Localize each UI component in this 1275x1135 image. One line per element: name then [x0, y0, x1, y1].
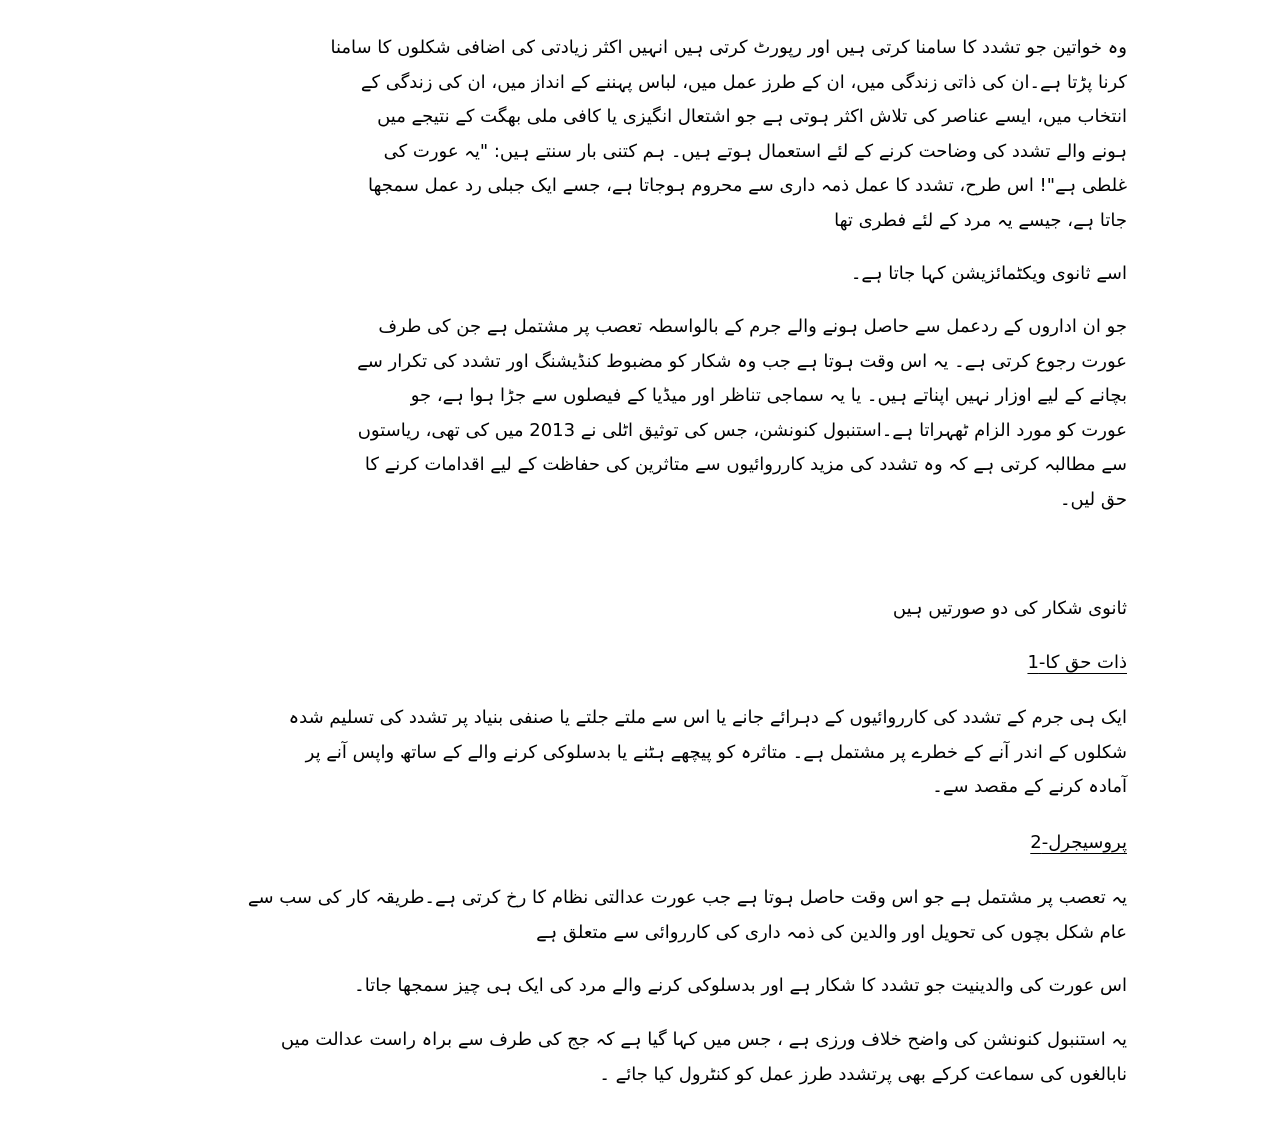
paragraph-line: بچانے کے لیے اوزار نہیں اپناتے ہیں۔ یا یہ سماجی تناظر اور میڈیا کے فیصلوں سے جڑا ہوا ہے، جو: [410, 385, 1127, 406]
paragraph-line: کرنا پڑتا ہے۔ان کی ذاتی زندگی میں، ان کے طرز عمل میں، لباس پہننے کے انداز میں، ان کی زندگی کے: [360, 71, 1127, 93]
paragraph-institutional-bias: [267, 310, 1127, 517]
paragraph-line: سے مطالبہ کرتی ہے کہ وہ تشدد کی مزید کارروائیوں سے متاثرین کی حفاظت کے لیے اقدامات کرنے کا: [364, 454, 1127, 475]
paragraph-parenthood: [167, 969, 1127, 1004]
paragraph-line: اسے ثانوی ویکٹمائزیشن کہا جاتا ہے۔: [850, 263, 1127, 284]
paragraph-line: عام شکل بچوں کی تحویل اور والدین کی ذمہ داری کی کارروائی سے متعلق ہے: [536, 921, 1127, 943]
paragraph-line: آمادہ کرنے کے مقصد سے۔: [932, 776, 1127, 797]
paragraph-line: یہ استنبول کنونشن کی واضح خلاف ورزی ہے ، جس میں کہا گیا ہے کہ جج کی طرف سے براہ راست عدالت میں: [280, 1029, 1127, 1050]
paragraph-line: شکلوں کے اندر آنے کے خطرے پر مشتمل ہے۔ متاثرہ کو پیچھے ہٹنے یا بدسلوکی کرنے والے کے ساتھ واپس آنے پر: [305, 741, 1127, 763]
paragraph-line: نابالغوں کی سماعت کرکے بھی پرتشدد طرز عمل کو کنٹرول کیا جائے ۔: [599, 1063, 1127, 1085]
paragraph-line: جاتا ہے، جیسے یہ مرد کے لئے فطری تھا: [834, 209, 1127, 231]
paragraph-line: اس عورت کی والدینیت جو تشدد کا شکار ہے اور بدسلوکی کرنے والے مرد کی ایک ہی چیز سمجھا جاتا۔: [354, 975, 1127, 996]
paragraph-line: جو ان اداروں کے ردعمل سے حاصل ہونے والے جرم کے بالواسطہ تعصب پر مشتمل ہے جن کی طرف: [378, 316, 1127, 337]
paragraph-line: وہ خواتین جو تشدد کا سامنا کرتی ہیں اور رپورٹ کرتی ہیں انہیں اکثر زیادتی کی اضافی شکلوں کا سامنا: [330, 37, 1127, 58]
paragraph-two-forms: [267, 592, 1127, 627]
paragraph-line: حق لیں۔: [1059, 488, 1127, 510]
section-heading-1: [267, 648, 1127, 678]
section-heading-2: [267, 828, 1127, 858]
paragraph-line: ہونے والے تشدد کی وضاحت کرنے کے لئے استعمال ہوتے ہیں۔ ہم کتنی بار سنتے ہیں: "یہ عورت کی: [383, 140, 1127, 162]
paragraph-secondary-victimization: [267, 257, 1127, 292]
paragraph-istanbul-violation: [167, 1023, 1127, 1092]
paragraph-line: عورت کو مورد الزام ٹھہراتا ہے۔استنبول کنونشن، جس کی توثیق اٹلی نے 2013 میں کی تھی، ریاستوں: [357, 419, 1127, 441]
heading-text: ذات حق کا-1: [1027, 652, 1127, 673]
paragraph-repetition-risk: [167, 701, 1127, 805]
paragraph-line: ثانوی شکار کی دو صورتیں ہیں: [892, 598, 1127, 619]
paragraph-line: انتخاب میں، ایسے عناصر کی تلاش اکثر ہوتی ہے جو اشتعال انگیزی یا کافی ملی بھگت کے نتیجے میں: [377, 106, 1127, 127]
paragraph-line: عورت رجوع کرتی ہے۔ یہ اس وقت ہوتا ہے جب وہ شکار کو مضبوط کنڈیشنگ اور تشدد کی تکرار سے: [357, 350, 1127, 372]
paragraph-line: یہ تعصب پر مشتمل ہے جو اس وقت حاصل ہوتا ہے جب عورت عدالتی نظام کا رخ کرتی ہے۔طریقہ کار کی سب سے: [247, 887, 1127, 908]
paragraph-victim-blaming: [267, 31, 1127, 238]
heading-text: پروسیجرل-2: [1030, 832, 1127, 853]
paragraph-procedural-bias: [147, 881, 1127, 950]
paragraph-line: ایک ہی جرم کے تشدد کی کارروائیوں کے دہرائے جانے یا اس سے ملتے جلتے یا صنفی بنیاد پر تشدد کی تسلیم شدہ: [288, 707, 1127, 728]
paragraph-line: غلطی ہے"! اس طرح، تشدد کا عمل ذمہ داری سے محروم ہوجاتا ہے، جسے ایک جبلی رد عمل سمجھا: [367, 175, 1127, 196]
